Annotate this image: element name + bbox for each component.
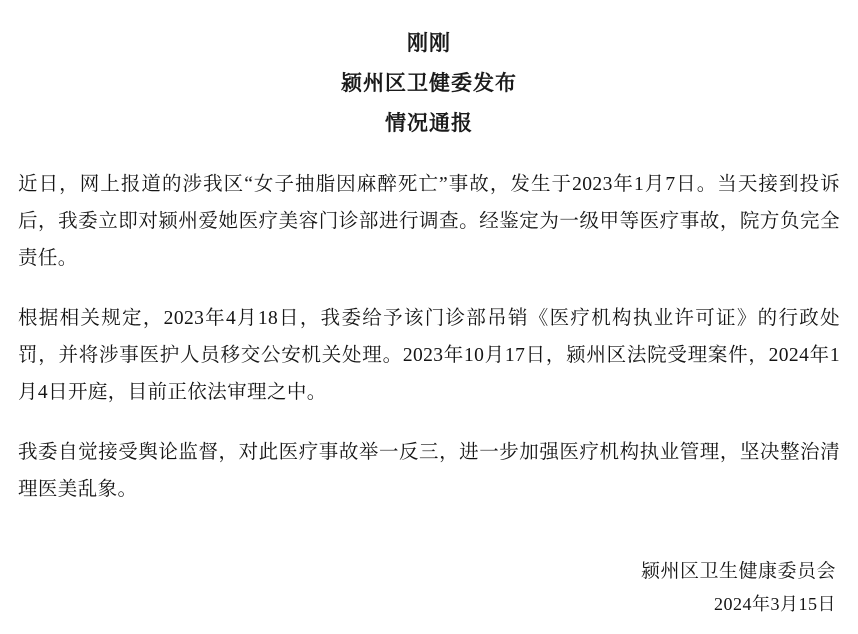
heading-issuer: 颍州区卫健委发布 [341, 71, 517, 95]
document-heading [14, 26, 844, 140]
paragraph-1: 近日，网上报道的涉我区“女子抽脂因麻醉死亡”事故，发生于2023年1月7日。当天接到投诉后，我委立即对颍州爱她医疗美容门诊部进行调查。经鉴定为一级甲等医疗事故，院方负完全责任。 [18, 174, 840, 269]
document-signature [641, 556, 836, 620]
paragraph-3: 我委自觉接受舆论监督，对此医疗事故举一反三，进一步加强医疗机构执业管理，坚决整治清理医美乱象。 [18, 442, 840, 500]
signature-date: 2024年3月15日 [714, 594, 836, 614]
heading-title: 情况通报 [385, 111, 473, 135]
signature-organization: 颍州区卫生健康委员会 [640, 561, 836, 582]
paragraph-2: 根据相关规定，2023年4月18日，我委给予该门诊部吊销《医疗机构执业许可证》的行政处罚，并将涉事医护人员移交公安机关处理。2023年10月17日，颍州区法院受理案件，2024年1月4日开庭，目前正依法审理之中。 [18, 308, 840, 403]
document-body [14, 166, 844, 508]
heading-timestamp: 刚刚 [407, 31, 451, 55]
